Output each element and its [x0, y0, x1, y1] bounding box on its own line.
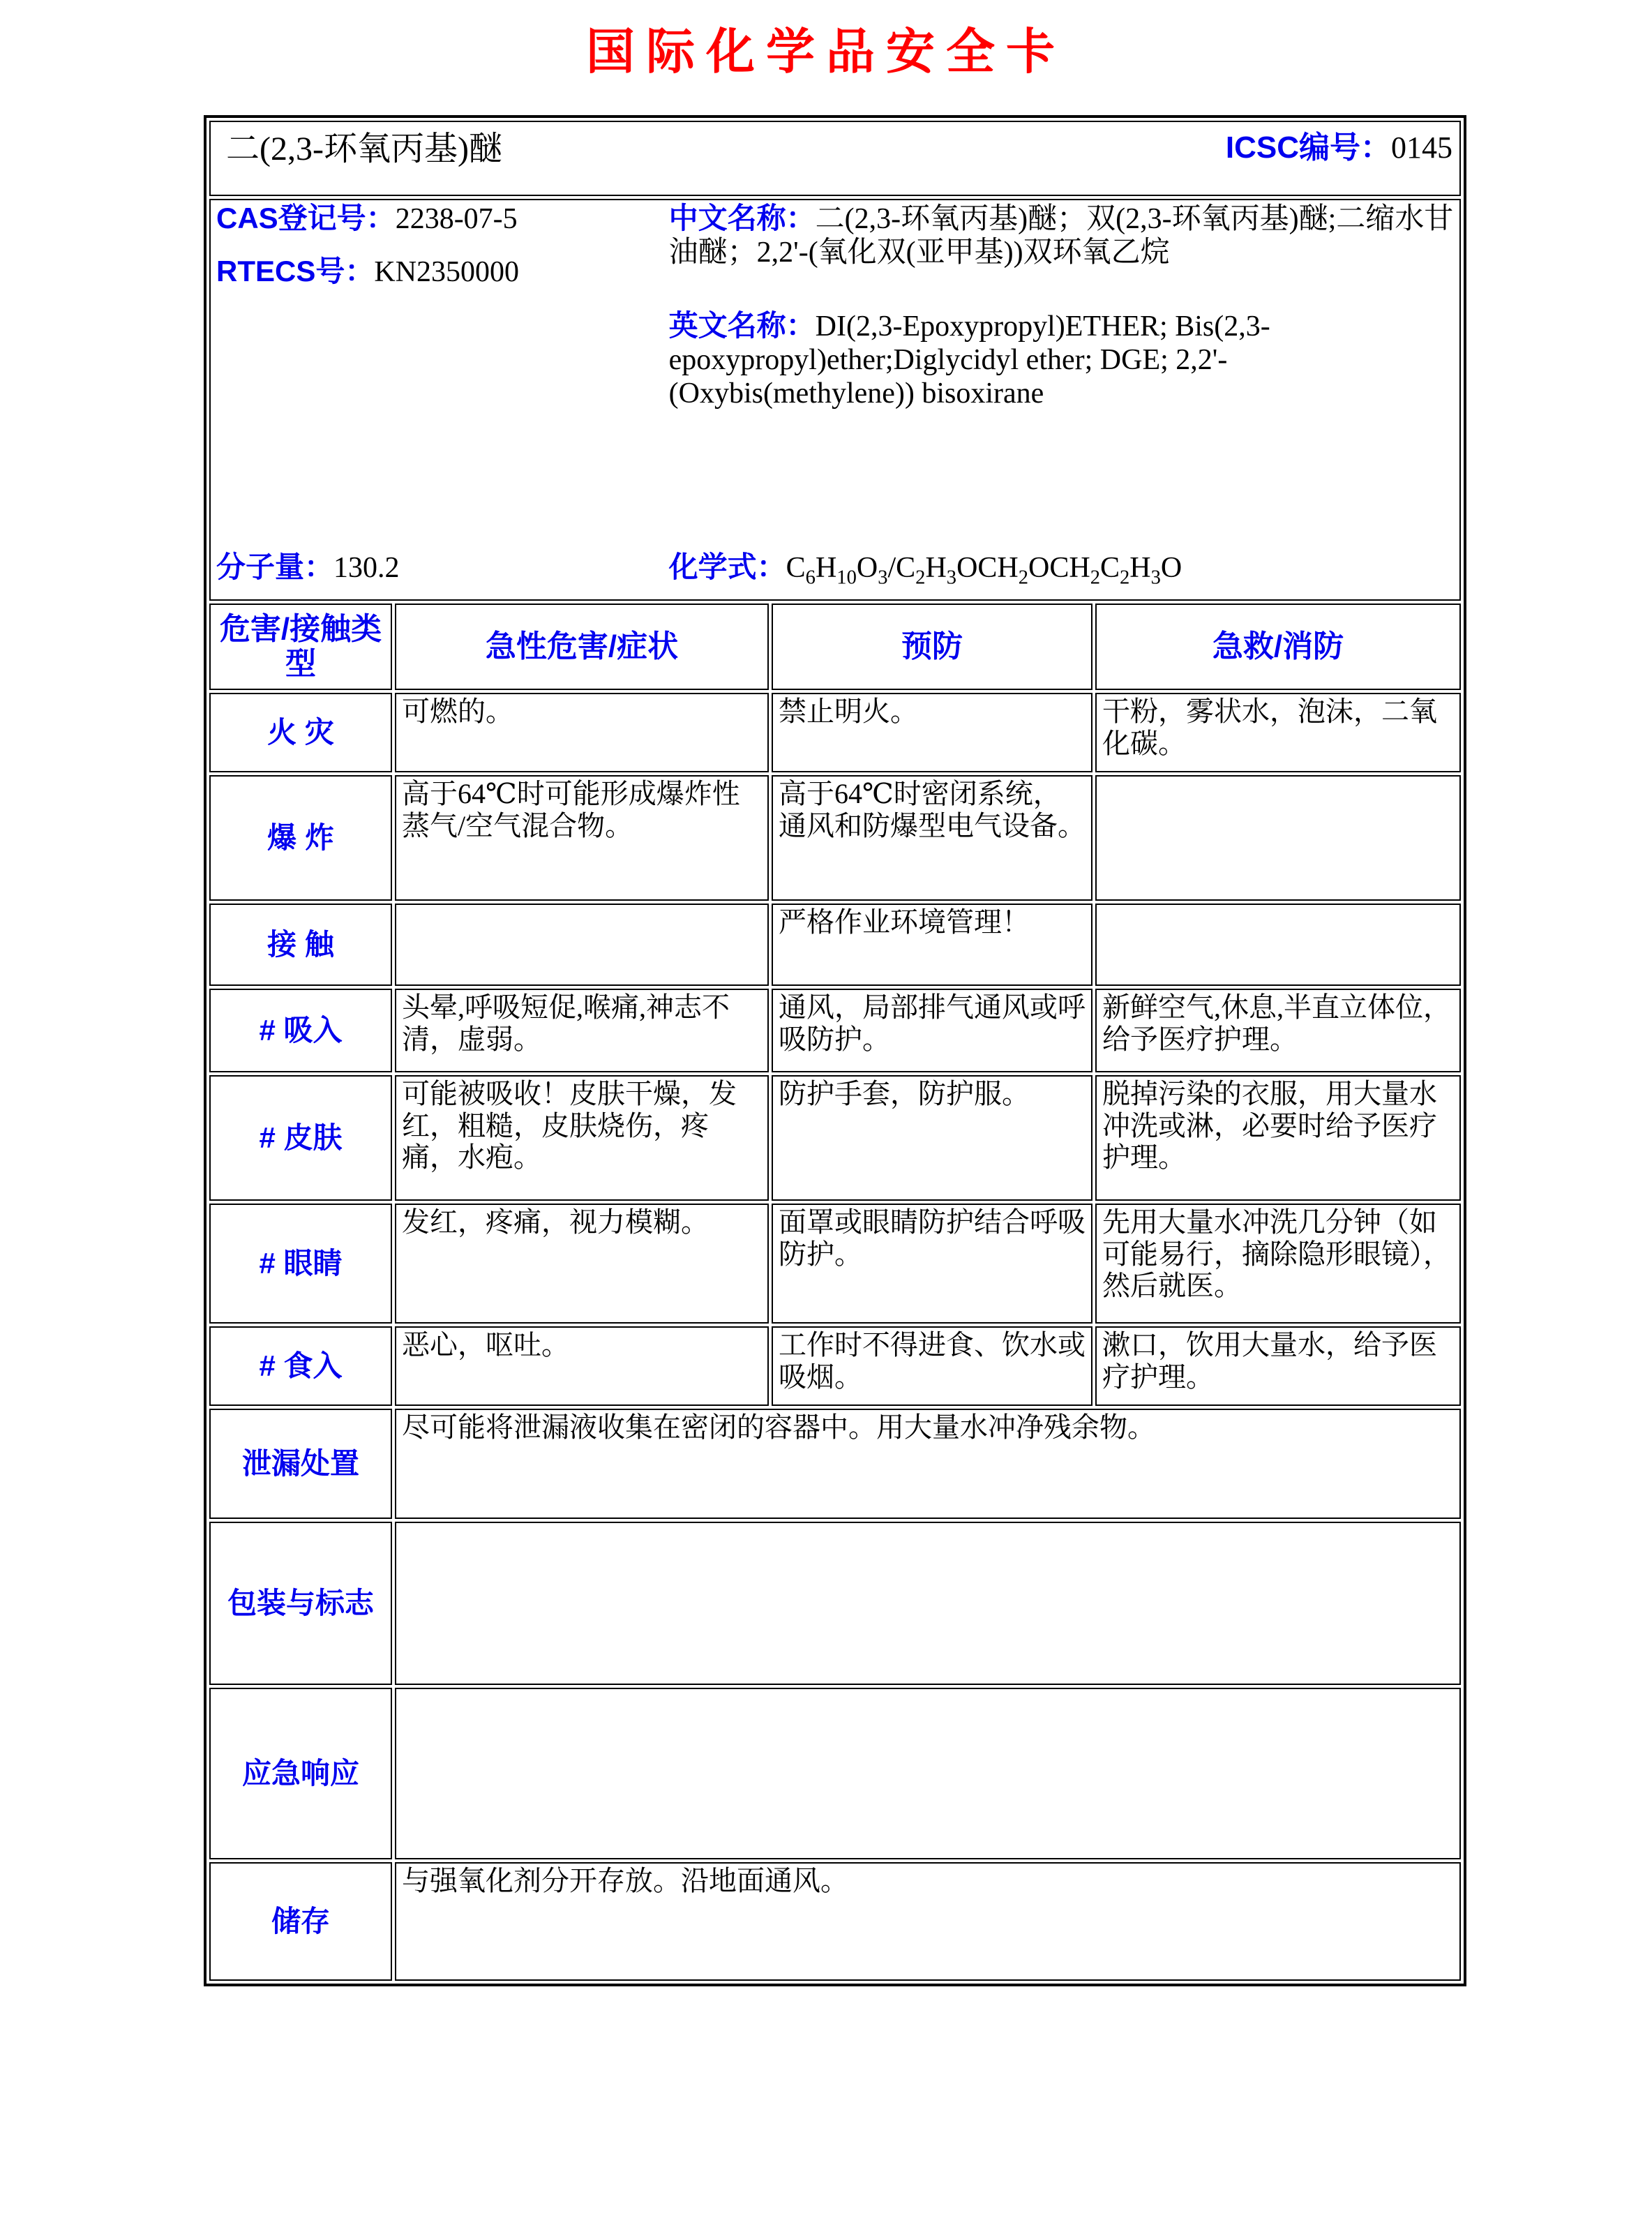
first-aid-cell — [1095, 775, 1461, 901]
prevention-cell: 禁止明火。 — [772, 693, 1092, 772]
first-aid-cell: 新鲜空气,休息,半直立体位，给予医疗护理。 — [1095, 989, 1461, 1072]
icsc-number: 0145 — [1391, 130, 1453, 165]
row-label: 爆 炸 — [209, 775, 392, 901]
chemical-formula-label: 化学式： — [668, 550, 786, 584]
rtecs-value: KN2350000 — [374, 255, 520, 288]
page-title: 国际化学品安全卡 — [586, 26, 1066, 80]
storage-content: 与强氧化剂分开存放。沿地面通风。 — [395, 1862, 1461, 1981]
prevention-cell: 高于64℃时密闭系统，通风和防爆型电气设备。 — [772, 775, 1092, 901]
prevention-cell: 工作时不得进食、饮水或吸烟。 — [772, 1326, 1092, 1406]
icsc-number-field — [1226, 130, 1454, 165]
emergency-response-row — [209, 1688, 1461, 1859]
first-aid-cell — [1095, 904, 1461, 986]
english-name-value: DI(2,3-Epoxypropyl)ETHER; Bis(2,3-epoxypropyl)ether;Diglycidyl ether; DGE; 2,2'-(Oxybis(methylene)) bisoxirane — [668, 310, 1270, 410]
identifiers-row — [209, 199, 1461, 601]
icsc-label: ICSC编号： — [1225, 130, 1392, 165]
row-label: 包装与标志 — [209, 1522, 392, 1685]
prevention-cell: 面罩或眼睛防护结合呼吸防护。 — [772, 1204, 1092, 1324]
first-aid-cell: 干粉，雾状水，泡沫，二氧化碳。 — [1095, 693, 1461, 772]
chinese-name-value: 二(2,3-环氧丙基)醚；双(2,3-环氧丙基)醚;二缩水甘油醚；2,2'-(氧化双(亚甲基))双环氧乙烷 — [668, 203, 1454, 269]
hazard-row-inhalation — [209, 989, 1461, 1072]
row-label: 储存 — [209, 1862, 392, 1981]
cas-value: 2238-07-5 — [395, 203, 518, 235]
cas-label: CAS登记号： — [216, 202, 396, 234]
symptoms-cell: 高于64℃时可能形成爆炸性蒸气/空气混合物。 — [395, 775, 769, 901]
icsc-card-table — [204, 115, 1466, 1986]
cas-field — [216, 202, 662, 237]
header-first-aid: 急救/消防 — [1095, 604, 1461, 690]
hazard-row-contact — [209, 904, 1461, 986]
english-name-field — [669, 309, 1461, 411]
row-label: # 皮肤 — [209, 1075, 392, 1201]
chinese-name-label: 中文名称： — [668, 202, 816, 234]
row-label: 火 灾 — [209, 693, 392, 772]
emergency-response-content — [395, 1688, 1461, 1859]
symptoms-cell: 可能被吸收！皮肤干燥，发红，粗糙，皮肤烧伤，疼痛，水疱。 — [395, 1075, 769, 1201]
first-aid-cell: 漱口，饮用大量水，给予医疗护理。 — [1095, 1326, 1461, 1406]
symptoms-cell: 发红，疼痛，视力模糊。 — [395, 1204, 769, 1324]
row-label: # 食入 — [209, 1326, 392, 1406]
chemical-formula-value: $C_6H_{10}O_3/C_2H_3OCH_2OCH_2C_2H_3O$ — [786, 552, 1182, 589]
substance-name: 二(2,3-环氧丙基)醚 — [226, 130, 502, 167]
english-name-label: 英文名称： — [668, 308, 816, 342]
symptoms-cell: 可燃的。 — [395, 693, 769, 772]
card-header-cell — [209, 121, 1461, 196]
symptoms-cell: 恶心，呕吐。 — [395, 1326, 769, 1406]
hazard-row-eyes — [209, 1204, 1461, 1324]
prevention-cell: 通风，局部排气通风或呼吸防护。 — [772, 989, 1092, 1072]
molecular-weight-label: 分子量： — [216, 550, 334, 584]
hazard-row-explosion — [209, 775, 1461, 901]
symptoms-cell — [395, 904, 769, 986]
header-hazard-type: 危害/接触类型 — [209, 604, 392, 690]
hazard-row-ingestion — [209, 1326, 1461, 1406]
chinese-name-field — [669, 202, 1461, 270]
packaging-labeling-content — [395, 1522, 1461, 1685]
symptoms-cell: 头晕,呼吸短促,喉痛,神志不清，虚弱。 — [395, 989, 769, 1072]
card-header-row — [209, 121, 1461, 196]
prevention-cell: 防护手套，防护服。 — [772, 1075, 1092, 1201]
storage-row — [209, 1862, 1461, 1981]
row-label: 接 触 — [209, 904, 392, 986]
identifiers-cell — [209, 199, 1461, 601]
molecular-weight-field — [216, 550, 662, 590]
first-aid-cell: 脱掉污染的衣服，用大量水冲洗或淋，必要时给予医疗护理。 — [1095, 1075, 1461, 1201]
prevention-cell: 严格作业环境管理！ — [772, 904, 1092, 986]
hazard-row-fire — [209, 693, 1461, 772]
header-symptoms: 急性危害/症状 — [395, 604, 769, 690]
row-label: 应急响应 — [209, 1688, 392, 1859]
molecular-weight-value: 130.2 — [333, 552, 400, 585]
hazard-row-skin — [209, 1075, 1461, 1201]
names-block — [669, 202, 1461, 410]
rtecs-label: RTECS号： — [216, 254, 375, 287]
row-label: # 吸入 — [209, 989, 392, 1072]
row-label: # 眼睛 — [209, 1204, 392, 1324]
row-label: 泄漏处置 — [209, 1409, 392, 1519]
registry-block — [216, 202, 662, 410]
first-aid-cell: 先用大量水冲洗几分钟（如可能易行，摘除隐形眼镜），然后就医。 — [1095, 1204, 1461, 1324]
hazard-table-header-row — [209, 604, 1461, 690]
spill-disposal-row — [209, 1409, 1461, 1519]
packaging-labeling-row — [209, 1522, 1461, 1685]
header-prevention: 预防 — [772, 604, 1092, 690]
rtecs-field — [216, 255, 662, 290]
spill-disposal-content: 尽可能将泄漏液收集在密闭的容器中。用大量水冲净残余物。 — [395, 1409, 1461, 1519]
chemical-formula-field — [669, 550, 1461, 590]
